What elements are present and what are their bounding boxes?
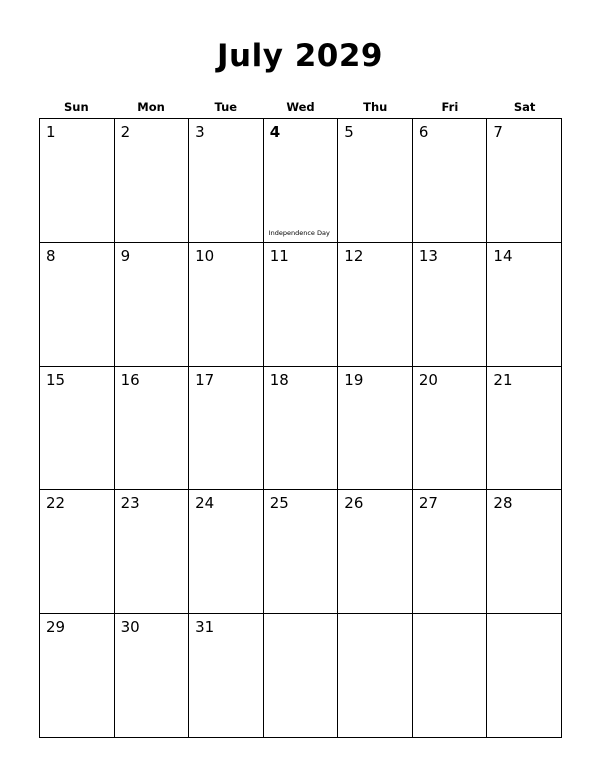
day-cell bbox=[40, 367, 115, 491]
day-cell bbox=[338, 119, 413, 243]
day-cell bbox=[40, 490, 115, 614]
day-number: 15 bbox=[46, 370, 66, 389]
day-cell bbox=[189, 614, 264, 738]
day-number: 24 bbox=[195, 494, 215, 513]
day-cell bbox=[487, 243, 562, 367]
day-number: 14 bbox=[493, 246, 513, 265]
day-cell bbox=[115, 490, 190, 614]
day-number: 2 bbox=[120, 123, 131, 141]
day-number: 11 bbox=[269, 246, 289, 265]
day-cell bbox=[40, 243, 115, 367]
day-cell bbox=[487, 490, 562, 614]
day-cell bbox=[264, 243, 339, 367]
day-number: 29 bbox=[46, 618, 66, 637]
holiday-label: Independence Day bbox=[268, 228, 330, 237]
day-cell bbox=[189, 367, 264, 491]
empty-day-cell bbox=[413, 614, 488, 738]
weekday-label: Mon bbox=[137, 100, 165, 114]
weekday-label: Wed bbox=[286, 100, 315, 114]
day-number: 17 bbox=[195, 370, 215, 389]
weekday-label: Fri bbox=[441, 100, 459, 114]
day-number: 30 bbox=[120, 618, 140, 637]
day-number: 10 bbox=[195, 246, 215, 265]
day-cell bbox=[264, 119, 339, 243]
day-number: 7 bbox=[493, 123, 503, 141]
day-number: 4 bbox=[269, 123, 281, 141]
empty-day-cell bbox=[264, 614, 339, 738]
day-number: 19 bbox=[344, 370, 364, 389]
day-number: 13 bbox=[418, 246, 438, 265]
day-number: 22 bbox=[46, 494, 66, 513]
day-cell bbox=[115, 119, 190, 243]
weekday-label: Thu bbox=[363, 100, 388, 114]
day-number: 31 bbox=[195, 618, 215, 637]
weekday-label: Sun bbox=[64, 100, 89, 114]
day-cell bbox=[40, 119, 115, 243]
day-number: 21 bbox=[493, 370, 513, 389]
day-cell bbox=[487, 367, 562, 491]
day-cell bbox=[115, 367, 190, 491]
day-number: 3 bbox=[195, 123, 205, 141]
calendar-grid bbox=[39, 118, 562, 738]
day-number: 5 bbox=[344, 123, 354, 141]
day-cell bbox=[40, 614, 115, 738]
day-cell bbox=[115, 614, 190, 738]
day-cell bbox=[338, 367, 413, 491]
weekday-label: Tue bbox=[214, 100, 238, 114]
day-cell bbox=[189, 119, 264, 243]
day-number: 27 bbox=[418, 494, 438, 513]
day-number: 20 bbox=[418, 370, 438, 389]
day-cell bbox=[189, 490, 264, 614]
day-cell bbox=[413, 490, 488, 614]
day-cell bbox=[115, 243, 190, 367]
day-number: 1 bbox=[46, 123, 56, 141]
day-number: 18 bbox=[269, 370, 289, 389]
day-cell bbox=[413, 243, 488, 367]
day-cell bbox=[338, 243, 413, 367]
month-title: July 2029 bbox=[216, 38, 383, 74]
day-cell bbox=[264, 367, 339, 491]
day-number: 28 bbox=[493, 494, 513, 513]
day-cell bbox=[338, 490, 413, 614]
day-number: 9 bbox=[120, 246, 131, 265]
day-cell bbox=[264, 490, 339, 614]
day-number: 12 bbox=[344, 246, 364, 265]
day-cell bbox=[413, 367, 488, 491]
day-number: 25 bbox=[269, 494, 289, 513]
day-number: 26 bbox=[344, 494, 364, 513]
day-cell bbox=[487, 119, 562, 243]
day-number: 23 bbox=[120, 494, 140, 513]
day-number: 8 bbox=[46, 246, 56, 265]
day-cell bbox=[189, 243, 264, 367]
day-cell bbox=[413, 119, 488, 243]
weekday-label: Sat bbox=[513, 100, 536, 114]
day-number: 16 bbox=[120, 370, 140, 389]
day-number: 6 bbox=[418, 123, 429, 141]
empty-day-cell bbox=[487, 614, 562, 738]
empty-day-cell bbox=[338, 614, 413, 738]
weekday-header-row bbox=[39, 98, 562, 116]
